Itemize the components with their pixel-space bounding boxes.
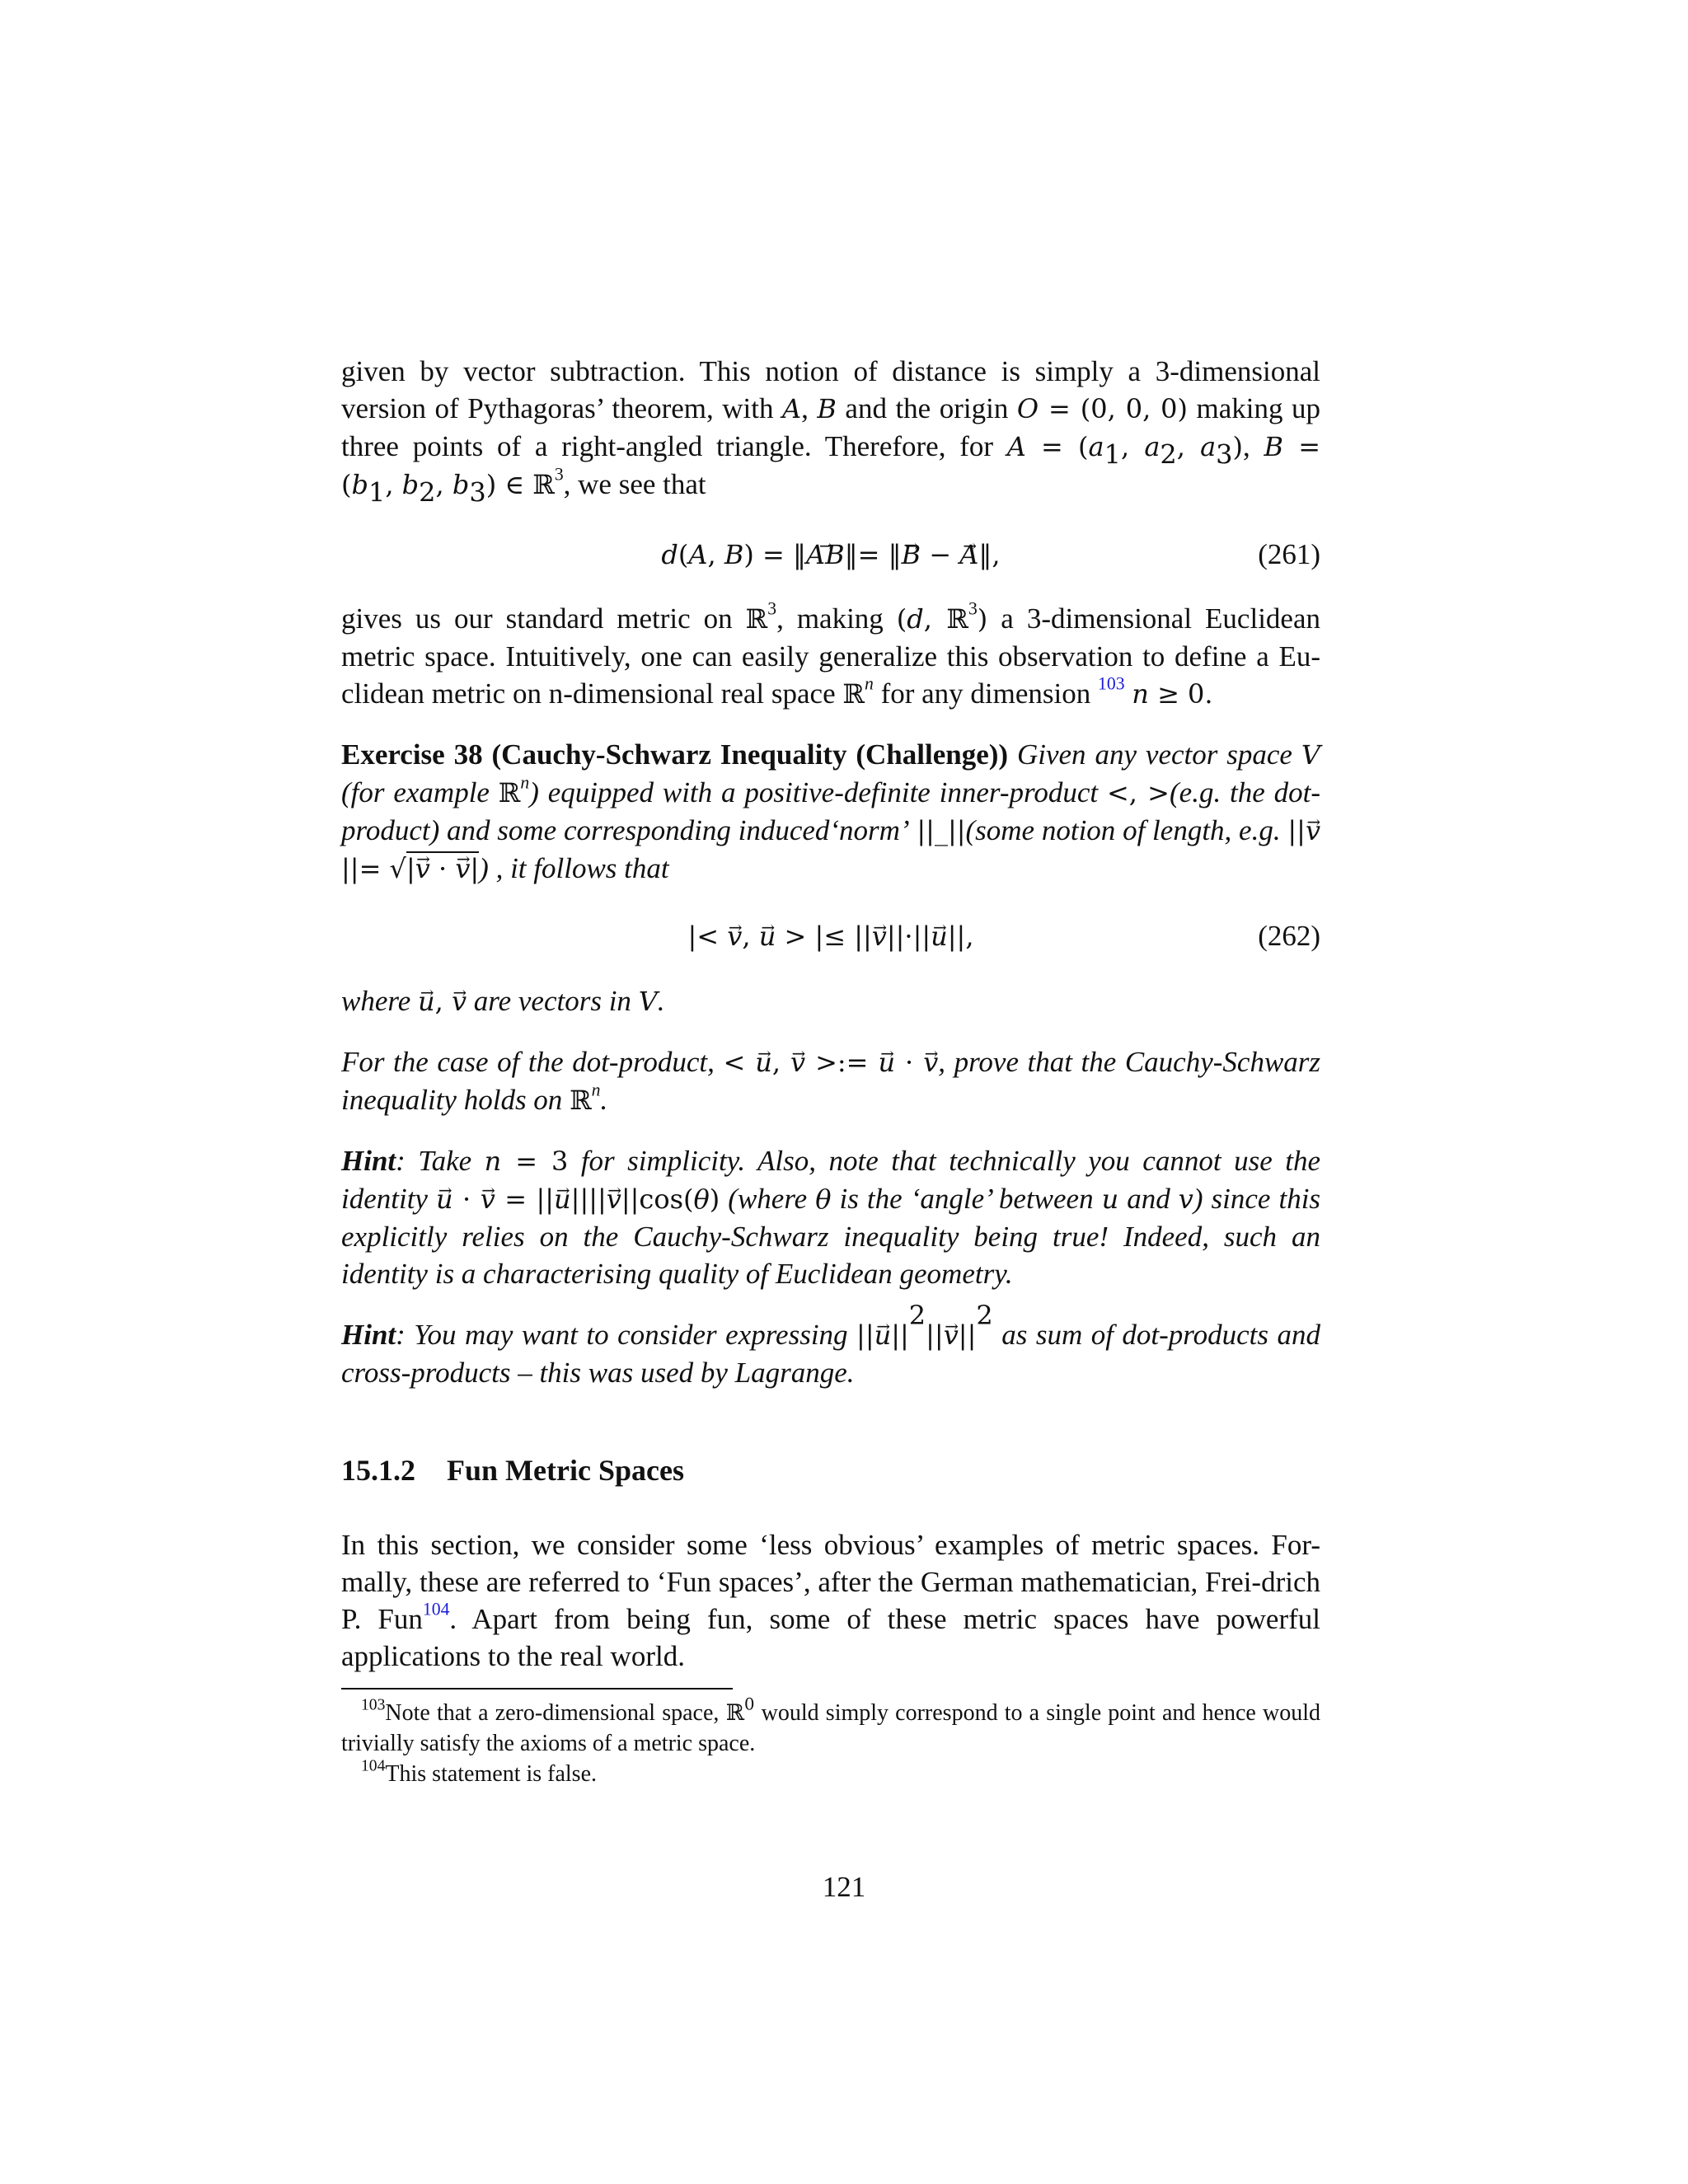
footnote-number: 104 xyxy=(361,1757,386,1775)
metric-paragraph: gives us our standard metric on ℝ$^3$, making (d, ℝ$^3$) a 3-dimensional Euclidean metric space. Intuitively, one can easily generalize this observation to define a Eu-clidean metric on n-dimensional real space ℝ$^n$ for any dimension $^{103}$ n ≥ 0. xyxy=(341,598,1320,710)
metric-text-4: for any dimension xyxy=(880,677,1091,710)
metric-text-3: a 3-dimensional Euclidean metric space. Intuitively, one can easily generalize this observation to define a Eu-clidean metric on n-dimensional real space xyxy=(341,602,1320,710)
hint1-text-2: for simplicity. Also, note that technically you cannot use the identity xyxy=(341,1145,1321,1215)
exercise-text-2: (for example xyxy=(341,776,490,808)
intro-origin-text: and the origin xyxy=(845,392,1009,424)
equation-262: |< → v, → u > |≤ ||→ v||·||→ u||, (262) xyxy=(341,917,1320,954)
dotcase-text-1: For the case of the dot-product, xyxy=(341,1046,715,1078)
intro-making-text: making up three points of a right-angled triangle. Therefore, for xyxy=(341,392,1321,462)
footnote-104 xyxy=(341,1759,1320,1789)
hint1-text-1: : Take xyxy=(396,1145,472,1177)
equation-number: (261) xyxy=(1258,538,1320,570)
fun-text-2: . Apart from being fun, some of these metric spaces have powerful applications to the real world. xyxy=(341,1603,1320,1672)
hint-2: Hint: You may want to consider expressing ||→ $u||^2||\to v||^2$ as sum of dot-products and cross-products – this was used by Lagrange. xyxy=(341,1315,1320,1391)
page-body xyxy=(341,353,1320,1789)
hint1-text-5: and xyxy=(1127,1183,1170,1215)
hint1-text-6: ) since this explicitly relies on the Cauchy-Schwarz inequality being true! Indeed, such an identity is a characterising quality of Euclidean geometry. xyxy=(341,1183,1321,1290)
exercise-text-1: Given any vector space xyxy=(1016,738,1292,771)
dot-product-case: For the case of the dot-product, < → u, → v >:= → u · → v, prove that the Cauchy-Schwarz inequality holds on ℝ$^n$. xyxy=(341,1043,1320,1119)
section-title: Fun Metric Spaces xyxy=(447,1454,684,1487)
exercise-text-6: ) , it follows that xyxy=(479,852,669,884)
section-number: 15.1.2 xyxy=(341,1454,415,1487)
exercise-text-5: (some notion of length, e.g. xyxy=(965,814,1281,846)
footnote-rule xyxy=(341,1688,733,1690)
intro-we-see: , we see that xyxy=(563,468,706,500)
dotcase-text-2: , prove that the Cauchy-Schwarz inequality holds on xyxy=(341,1046,1321,1116)
hint-label: Hint xyxy=(341,1145,396,1177)
equation-number: (262) xyxy=(1258,920,1320,952)
where-text-2: are vectors in xyxy=(473,985,631,1017)
where-line: where → u, → v are vectors in V. xyxy=(341,982,1320,1020)
footnote-103-text-a: Note that a zero-dimensional space, xyxy=(385,1700,720,1726)
page-number: 121 xyxy=(822,1871,866,1903)
hint-label: Hint xyxy=(341,1319,396,1351)
fun-spaces-paragraph xyxy=(341,1526,1320,1675)
hint2-text-2: as sum of dot-products and cross-products – this was used by Lagrange. xyxy=(341,1319,1321,1389)
footnote-103: $^{103}$Note that a zero-dimensional space, ℝ$^0$ would simply correspond to a single point and hence would trivially satisfy the axioms of a metric space. xyxy=(341,1694,1321,1756)
fun-text-1: In this section, we consider some ‘less obvious’ examples of metric spaces. For-mally, these are referred to ‘Fun spaces’, after the German mathematician, Frei-drich P. Fun xyxy=(341,1529,1320,1635)
exercise-text-3: ) equipped with a positive-definite inner-product xyxy=(529,776,1099,808)
footnote-number: 103 xyxy=(361,1696,386,1714)
footnote-ref-103[interactable]: 103 xyxy=(1098,673,1125,694)
where-text-1: where xyxy=(341,985,411,1017)
exercise-text-4: (e.g. the dot-product) and some corresponding induced‘norm’ xyxy=(341,776,1321,846)
footnote-ref-104[interactable]: 104 xyxy=(422,1599,450,1619)
exercise-title: Exercise 38 (Cauchy-Schwarz Inequality (Challenge)) xyxy=(341,738,1009,771)
equation-261: d(A, B) = ‖→ AB‖= ‖→ B − → A‖, (261) xyxy=(341,536,1320,573)
intro-paragraph: given by vector subtraction. This notion of distance is simply a 3-dimensional version of Pythagoras’ theorem, with A, B and the origin O = (0, 0, 0) making up three points of a right-angled triangle. Therefore, for $A = (a_1$, $a_2$, $a_3$), $B = (b_1$, $b_2$, $b_3$) ∈ ℝ$^3$, we see that xyxy=(341,355,1321,509)
hint-1: Hint: Take n = 3 for simplicity. Also, note that technically you cannot use the identity → u · → v = ||→ u||||→ v||cos(θ) (where θ is the ‘angle’ between u and v) since this explicitly relies on the Cauchy-Schwarz inequality being true! Indeed, such an identity is a characterising quality of Euclidean geometry. xyxy=(341,1142,1320,1292)
footnote-103-text-b: would simply correspond to a single point and hence would trivially satisfy the axioms of a metric space. xyxy=(341,1700,1321,1756)
intro-text: given by vector subtraction. This notion of distance is simply a 3-dimensional version of Pythagoras’ theorem, with xyxy=(341,355,1320,424)
hint1-text-3: (where xyxy=(728,1183,808,1215)
metric-text-2: , making xyxy=(776,602,884,635)
metric-text-1: gives us our standard metric on xyxy=(341,602,733,635)
hint2-text-1: : You may want to consider expressing xyxy=(396,1319,848,1351)
footnote-104-text: This statement is false. xyxy=(385,1761,597,1787)
exercise-38: Exercise 38 (Cauchy-Schwarz Inequality (Challenge)) Given any vector space V (for example ℝ$^n$) equipped with a positive-definite inner-product <, >(e.g. the dot-product) and some corresponding induced‘norm’ ||_||(some notion of length, e.g. ||→ v||= √|→ v · → v|) , it follows that xyxy=(341,736,1320,888)
section-heading xyxy=(341,1452,1320,1489)
hint1-text-4: is the ‘angle’ between xyxy=(839,1183,1094,1215)
